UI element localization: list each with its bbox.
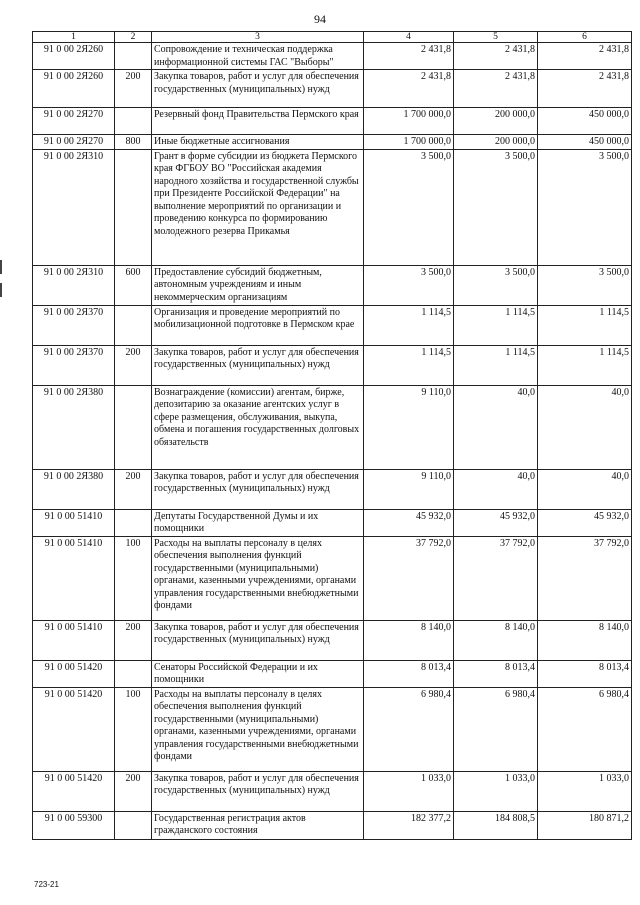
- scan-edge-mark: [0, 283, 2, 297]
- amount-2-cell: 200 000,0: [454, 135, 538, 150]
- amount-2-cell: 37 792,0: [454, 536, 538, 620]
- amount-2-cell: 8 013,4: [454, 660, 538, 687]
- table-row: [33, 385, 632, 469]
- target-code-cell: 91 0 00 2Я260: [33, 43, 115, 70]
- expense-type-cell: [115, 149, 152, 265]
- item-name-cell: Резервный фонд Правительства Пермского края: [152, 108, 364, 135]
- amount-2-cell: 8 140,0: [454, 620, 538, 660]
- amount-1-cell: 1 114,5: [364, 305, 454, 345]
- amount-1-cell: 1 700 000,0: [364, 108, 454, 135]
- amount-3-cell: 8 140,0: [538, 620, 632, 660]
- item-name-cell: Государственная регистрация актов гражданского состояния: [152, 811, 364, 839]
- amount-2-cell: 1 114,5: [454, 345, 538, 385]
- item-name-cell: Сопровождение и техническая поддержка информационной системы ГАС "Выборы": [152, 43, 364, 70]
- table-row: [33, 660, 632, 687]
- target-code-cell: 91 0 00 2Я260: [33, 70, 115, 108]
- amount-3-cell: 180 871,2: [538, 811, 632, 839]
- amount-1-cell: 2 431,8: [364, 43, 454, 70]
- target-code-cell: 91 0 00 2Я310: [33, 149, 115, 265]
- amount-3-cell: 3 500,0: [538, 265, 632, 305]
- amount-3-cell: 450 000,0: [538, 135, 632, 150]
- expense-type-cell: 200: [115, 771, 152, 811]
- amount-2-cell: 40,0: [454, 469, 538, 509]
- amount-2-cell: 2 431,8: [454, 43, 538, 70]
- item-name-cell: Иные бюджетные ассигнования: [152, 135, 364, 150]
- col-header-expense-type: 2: [115, 32, 152, 43]
- item-name-cell: Вознаграждение (комиссии) агентам, бирже, депозитарию за оказание агентских услуг в сфере размещения, обслуживания, выкупа, обмена и погашения государственных долговых обязательств: [152, 385, 364, 469]
- amount-2-cell: 6 980,4: [454, 687, 538, 771]
- target-code-cell: 91 0 00 51420: [33, 687, 115, 771]
- amount-1-cell: 2 431,8: [364, 70, 454, 108]
- target-code-cell: 91 0 00 2Я370: [33, 345, 115, 385]
- target-code-cell: 91 0 00 2Я370: [33, 305, 115, 345]
- amount-1-cell: 37 792,0: [364, 536, 454, 620]
- table-row: [33, 620, 632, 660]
- expense-type-cell: 100: [115, 687, 152, 771]
- target-code-cell: 91 0 00 51410: [33, 536, 115, 620]
- target-code-cell: 91 0 00 2Я380: [33, 469, 115, 509]
- target-code-cell: 91 0 00 51410: [33, 620, 115, 660]
- item-name-cell: Сенаторы Российской Федерации и их помощники: [152, 660, 364, 687]
- expense-type-cell: 200: [115, 620, 152, 660]
- table-row: [33, 265, 632, 305]
- table-row: [33, 108, 632, 135]
- item-name-cell: Расходы на выплаты персоналу в целях обеспечения выполнения функций государственными (муниципальными) органами, казенными учреждениями, органами управления государственными внебюджетными фондами: [152, 536, 364, 620]
- table-row: [33, 771, 632, 811]
- amount-3-cell: 37 792,0: [538, 536, 632, 620]
- amount-1-cell: 8 013,4: [364, 660, 454, 687]
- amount-1-cell: 6 980,4: [364, 687, 454, 771]
- amount-2-cell: 200 000,0: [454, 108, 538, 135]
- amount-2-cell: 3 500,0: [454, 265, 538, 305]
- amount-1-cell: 1 700 000,0: [364, 135, 454, 150]
- header-row: [33, 32, 632, 43]
- table-row: [33, 135, 632, 150]
- table-row: [33, 70, 632, 108]
- amount-1-cell: 8 140,0: [364, 620, 454, 660]
- amount-3-cell: 8 013,4: [538, 660, 632, 687]
- col-header-code: 1: [33, 32, 115, 43]
- expense-type-cell: [115, 108, 152, 135]
- expense-type-cell: 600: [115, 265, 152, 305]
- amount-2-cell: 184 808,5: [454, 811, 538, 839]
- col-header-amount-1: 4: [364, 32, 454, 43]
- amount-3-cell: 3 500,0: [538, 149, 632, 265]
- table-row: [33, 43, 632, 70]
- table-row: [33, 536, 632, 620]
- footer-document-code: 723-21: [34, 880, 59, 889]
- target-code-cell: 91 0 00 2Я270: [33, 135, 115, 150]
- target-code-cell: 91 0 00 2Я270: [33, 108, 115, 135]
- expense-type-cell: [115, 305, 152, 345]
- target-code-cell: 91 0 00 51420: [33, 660, 115, 687]
- amount-1-cell: 9 110,0: [364, 385, 454, 469]
- expense-type-cell: 200: [115, 345, 152, 385]
- expense-type-cell: [115, 811, 152, 839]
- expense-type-cell: 100: [115, 536, 152, 620]
- table-row: [33, 149, 632, 265]
- item-name-cell: Закупка товаров, работ и услуг для обеспечения государственных (муниципальных) нужд: [152, 620, 364, 660]
- expense-type-cell: [115, 509, 152, 536]
- amount-3-cell: 1 114,5: [538, 345, 632, 385]
- amount-1-cell: 182 377,2: [364, 811, 454, 839]
- item-name-cell: Закупка товаров, работ и услуг для обеспечения государственных (муниципальных) нужд: [152, 469, 364, 509]
- amount-2-cell: 1 033,0: [454, 771, 538, 811]
- amount-1-cell: 45 932,0: [364, 509, 454, 536]
- target-code-cell: 91 0 00 59300: [33, 811, 115, 839]
- table-row: [33, 345, 632, 385]
- amount-3-cell: 6 980,4: [538, 687, 632, 771]
- amount-3-cell: 1 114,5: [538, 305, 632, 345]
- amount-1-cell: 3 500,0: [364, 149, 454, 265]
- item-name-cell: Расходы на выплаты персоналу в целях обеспечения выполнения функций государственными (муниципальными) органами, казенными учреждениями, органами управления государственными внебюджетными фондами: [152, 687, 364, 771]
- item-name-cell: Организация и проведение мероприятий по мобилизационной подготовке в Пермском крае: [152, 305, 364, 345]
- item-name-cell: Предоставление субсидий бюджетным, автономным учреждениям и иным некоммерческим организациям: [152, 265, 364, 305]
- table-row: [33, 305, 632, 345]
- amount-2-cell: 45 932,0: [454, 509, 538, 536]
- page-number: 94: [314, 12, 326, 26]
- amount-3-cell: 45 932,0: [538, 509, 632, 536]
- item-name-cell: Грант в форме субсидии из бюджета Пермского края ФГБОУ ВО "Российская академия народного хозяйства и государственной службы при Президенте Российской Федерации" на выполнение мероприятий по организации и проведению конкурса по формированию молодежного резерва Прикамья: [152, 149, 364, 265]
- item-name-cell: Депутаты Государственной Думы и их помощники: [152, 509, 364, 536]
- table-row: [33, 469, 632, 509]
- expense-type-cell: [115, 660, 152, 687]
- expense-type-cell: [115, 385, 152, 469]
- amount-3-cell: 1 033,0: [538, 771, 632, 811]
- amount-3-cell: 40,0: [538, 469, 632, 509]
- col-header-amount-2: 5: [454, 32, 538, 43]
- col-header-amount-3: 6: [538, 32, 632, 43]
- expense-type-cell: [115, 43, 152, 70]
- amount-3-cell: 2 431,8: [538, 43, 632, 70]
- amount-3-cell: 450 000,0: [538, 108, 632, 135]
- expense-type-cell: 200: [115, 70, 152, 108]
- item-name-cell: Закупка товаров, работ и услуг для обеспечения государственных (муниципальных) нужд: [152, 771, 364, 811]
- amount-3-cell: 40,0: [538, 385, 632, 469]
- amount-2-cell: 1 114,5: [454, 305, 538, 345]
- amount-1-cell: 3 500,0: [364, 265, 454, 305]
- target-code-cell: 91 0 00 51420: [33, 771, 115, 811]
- amount-1-cell: 1 033,0: [364, 771, 454, 811]
- amount-2-cell: 40,0: [454, 385, 538, 469]
- item-name-cell: Закупка товаров, работ и услуг для обеспечения государственных (муниципальных) нужд: [152, 345, 364, 385]
- amount-2-cell: 3 500,0: [454, 149, 538, 265]
- scan-edge-mark: [0, 260, 2, 274]
- amount-2-cell: 2 431,8: [454, 70, 538, 108]
- table-row: [33, 509, 632, 536]
- target-code-cell: 91 0 00 51410: [33, 509, 115, 536]
- target-code-cell: 91 0 00 2Я310: [33, 265, 115, 305]
- table-row: [33, 687, 632, 771]
- table-row: [33, 811, 632, 839]
- budget-table: [32, 31, 632, 840]
- amount-3-cell: 2 431,8: [538, 70, 632, 108]
- expense-type-cell: 800: [115, 135, 152, 150]
- target-code-cell: 91 0 00 2Я380: [33, 385, 115, 469]
- col-header-name: 3: [152, 32, 364, 43]
- amount-1-cell: 9 110,0: [364, 469, 454, 509]
- expense-type-cell: 200: [115, 469, 152, 509]
- amount-1-cell: 1 114,5: [364, 345, 454, 385]
- item-name-cell: Закупка товаров, работ и услуг для обеспечения государственных (муниципальных) нужд: [152, 70, 364, 108]
